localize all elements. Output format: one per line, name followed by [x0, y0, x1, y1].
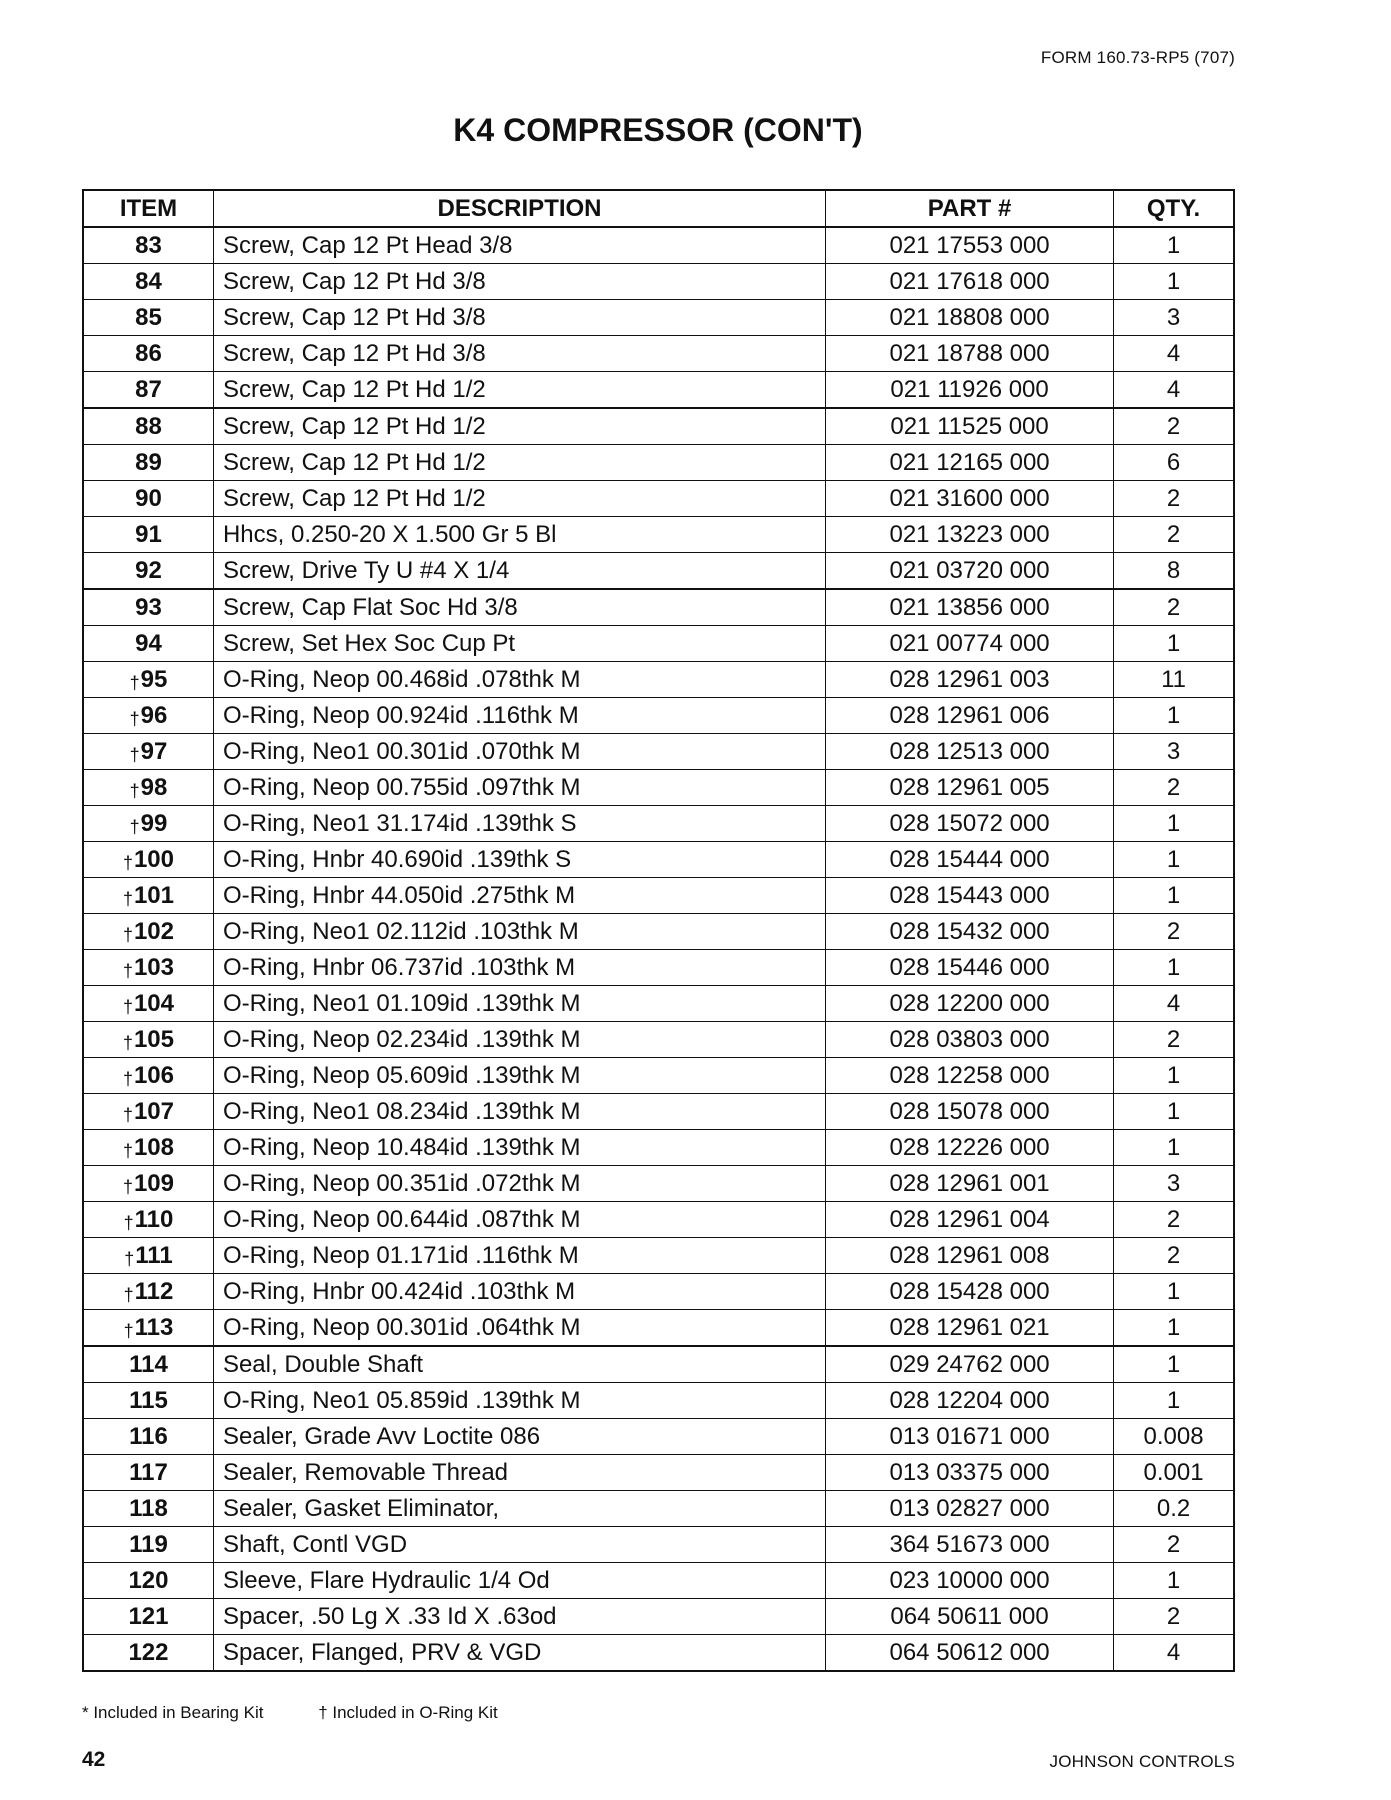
- part-number-cell: 021 00774 000: [826, 626, 1114, 662]
- item-cell: [83, 770, 213, 806]
- quantity-cell: 2: [1114, 481, 1234, 517]
- item-cell: [83, 517, 213, 553]
- item-cell: [83, 662, 213, 698]
- item-number: 117: [129, 1458, 168, 1486]
- part-number-cell: 028 12200 000: [826, 986, 1114, 1022]
- form-code: FORM 160.73-RP5 (707): [1040, 48, 1235, 67]
- item-cell: [83, 1202, 213, 1238]
- part-number-cell: 064 50612 000: [826, 1635, 1114, 1672]
- part-number-cell: 021 18788 000: [826, 336, 1114, 372]
- item-number: 115: [129, 1386, 168, 1414]
- description-cell: O-Ring, Neo1 01.109id .139thk M: [213, 986, 825, 1022]
- item-number: 87: [135, 375, 162, 403]
- page-title: K4 COMPRESSOR (CON'T): [453, 112, 863, 148]
- item-cell: [83, 1455, 213, 1491]
- part-number-cell: 028 12961 006: [826, 698, 1114, 734]
- description-cell: Screw, Cap 12 Pt Hd 3/8: [213, 264, 825, 300]
- part-number-cell: 013 03375 000: [826, 1455, 1114, 1491]
- item-number: 99: [140, 809, 168, 837]
- table-row: [83, 1310, 1234, 1347]
- company-name: JOHNSON CONTROLS: [1049, 1752, 1235, 1771]
- quantity-cell: 2: [1114, 517, 1234, 553]
- description-cell: Spacer, Flanged, PRV & VGD: [213, 1635, 825, 1672]
- oring-kit-marker: †: [129, 708, 140, 729]
- oring-kit-marker: †: [123, 1320, 134, 1341]
- table-row: [83, 300, 1234, 336]
- table-row: [83, 1274, 1234, 1310]
- item-cell: [83, 1022, 213, 1058]
- table-row: [83, 986, 1234, 1022]
- item-cell: [83, 1058, 213, 1094]
- part-number-cell: 021 13223 000: [826, 517, 1114, 553]
- item-number: 109: [133, 1169, 174, 1197]
- part-number-cell: 028 15446 000: [826, 950, 1114, 986]
- parts-table-header: [83, 190, 1234, 227]
- description-cell: Hhcs, 0.250-20 X 1.500 Gr 5 Bl: [213, 517, 825, 553]
- table-row: [83, 770, 1234, 806]
- description-cell: O-Ring, Hnbr 00.424id .103thk M: [213, 1274, 825, 1310]
- table-row: [83, 1130, 1234, 1166]
- item-number: 101: [133, 881, 174, 909]
- table-row: [83, 1094, 1234, 1130]
- description-cell: Screw, Cap Flat Soc Hd 3/8: [213, 589, 825, 626]
- item-cell: [83, 589, 213, 626]
- part-number-cell: 028 15078 000: [826, 1094, 1114, 1130]
- oring-kit-marker: †: [122, 1104, 133, 1125]
- oring-kit-marker: †: [129, 816, 140, 837]
- quantity-cell: 2: [1114, 1022, 1234, 1058]
- description-cell: Screw, Cap 12 Pt Hd 1/2: [213, 408, 825, 445]
- description-cell: Seal, Double Shaft: [213, 1346, 825, 1383]
- item-cell: [83, 445, 213, 481]
- part-number-cell: 021 03720 000: [826, 553, 1114, 590]
- quantity-cell: 1: [1114, 842, 1234, 878]
- quantity-cell: 1: [1114, 1094, 1234, 1130]
- part-number-cell: 021 13856 000: [826, 589, 1114, 626]
- item-cell: [83, 1527, 213, 1563]
- description-cell: O-Ring, Neop 00.301id .064thk M: [213, 1310, 825, 1347]
- oring-kit-marker: †: [129, 744, 140, 765]
- quantity-cell: 2: [1114, 1527, 1234, 1563]
- item-number: 92: [135, 556, 162, 584]
- part-number-cell: 021 11926 000: [826, 372, 1114, 409]
- quantity-cell: 11: [1114, 662, 1234, 698]
- item-number: 94: [135, 629, 162, 657]
- part-number-cell: 028 12961 004: [826, 1202, 1114, 1238]
- oring-kit-marker: †: [122, 996, 133, 1017]
- oring-kit-marker: †: [129, 672, 140, 693]
- table-row: [83, 372, 1234, 409]
- quantity-cell: 2: [1114, 408, 1234, 445]
- item-cell: [83, 698, 213, 734]
- oring-kit-marker: †: [122, 1176, 133, 1197]
- item-cell: [83, 806, 213, 842]
- item-cell: [83, 1346, 213, 1383]
- quantity-cell: 4: [1114, 1635, 1234, 1672]
- part-number-cell: 021 18808 000: [826, 300, 1114, 336]
- part-number-cell: 028 15428 000: [826, 1274, 1114, 1310]
- oring-kit-marker: †: [124, 1248, 135, 1269]
- item-number: 103: [133, 953, 174, 981]
- item-number: 105: [133, 1025, 174, 1053]
- part-number-cell: 028 15432 000: [826, 914, 1114, 950]
- item-cell: [83, 264, 213, 300]
- footnote-bearing-kit: * Included in Bearing Kit: [82, 1703, 264, 1722]
- table-row: [83, 408, 1234, 445]
- table-row: [83, 1635, 1234, 1672]
- part-number-cell: 021 17618 000: [826, 264, 1114, 300]
- part-number-cell: 028 03803 000: [826, 1022, 1114, 1058]
- description-cell: Shaft, Contl VGD: [213, 1527, 825, 1563]
- table-row: [83, 1491, 1234, 1527]
- parts-table-body: [83, 227, 1234, 1671]
- quantity-cell: 0.008: [1114, 1419, 1234, 1455]
- table-row: [83, 1455, 1234, 1491]
- item-cell: [83, 300, 213, 336]
- item-number: 89: [135, 448, 162, 476]
- description-cell: O-Ring, Neop 00.644id .087thk M: [213, 1202, 825, 1238]
- table-row: [83, 950, 1234, 986]
- description-cell: Screw, Cap 12 Pt Hd 1/2: [213, 445, 825, 481]
- part-number-cell: 064 50611 000: [826, 1599, 1114, 1635]
- part-number-cell: 028 12513 000: [826, 734, 1114, 770]
- description-cell: O-Ring, Hnbr 44.050id .275thk M: [213, 878, 825, 914]
- item-cell: [83, 1599, 213, 1635]
- item-cell: [83, 1635, 213, 1672]
- item-cell: [83, 914, 213, 950]
- part-number-cell: 028 15444 000: [826, 842, 1114, 878]
- description-cell: Sealer, Grade Avv Loctite 086: [213, 1419, 825, 1455]
- table-row: [83, 1599, 1234, 1635]
- table-row: [83, 698, 1234, 734]
- item-number: 108: [133, 1133, 174, 1161]
- description-cell: Sleeve, Flare Hydraulic 1/4 Od: [213, 1563, 825, 1599]
- item-number: 107: [133, 1097, 174, 1125]
- item-number: 100: [133, 845, 174, 873]
- table-row: [83, 1238, 1234, 1274]
- part-number-cell: 021 11525 000: [826, 408, 1114, 445]
- description-cell: O-Ring, Neop 02.234id .139thk M: [213, 1022, 825, 1058]
- quantity-cell: 4: [1114, 986, 1234, 1022]
- item-cell: [83, 950, 213, 986]
- description-cell: Screw, Set Hex Soc Cup Pt: [213, 626, 825, 662]
- part-number-cell: 013 01671 000: [826, 1419, 1114, 1455]
- quantity-cell: 1: [1114, 1130, 1234, 1166]
- quantity-cell: 0.2: [1114, 1491, 1234, 1527]
- part-number-cell: 013 02827 000: [826, 1491, 1114, 1527]
- item-number: 116: [129, 1422, 168, 1450]
- description-cell: Spacer, .50 Lg X .33 Id X .63od: [213, 1599, 825, 1635]
- description-cell: O-Ring, Neop 01.171id .116thk M: [213, 1238, 825, 1274]
- quantity-cell: 4: [1114, 372, 1234, 409]
- item-number: 96: [140, 701, 168, 729]
- item-cell: [83, 372, 213, 409]
- item-number: 84: [135, 267, 162, 295]
- item-cell: [83, 1383, 213, 1419]
- quantity-cell: 1: [1114, 878, 1234, 914]
- item-cell: [83, 1238, 213, 1274]
- table-row: [83, 806, 1234, 842]
- item-number: 90: [135, 484, 162, 512]
- table-row: [83, 336, 1234, 372]
- quantity-cell: 3: [1114, 734, 1234, 770]
- quantity-cell: 1: [1114, 1058, 1234, 1094]
- part-number-cell: 028 12961 021: [826, 1310, 1114, 1347]
- table-row: [83, 1202, 1234, 1238]
- item-number: 91: [135, 520, 162, 548]
- parts-table: [82, 189, 1235, 1672]
- table-row: [83, 1022, 1234, 1058]
- table-row: [83, 1527, 1234, 1563]
- description-cell: O-Ring, Neo1 05.859id .139thk M: [213, 1383, 825, 1419]
- table-row: [83, 734, 1234, 770]
- oring-kit-marker: †: [122, 888, 133, 909]
- item-cell: [83, 878, 213, 914]
- quantity-cell: 1: [1114, 1563, 1234, 1599]
- table-row: [83, 1383, 1234, 1419]
- description-cell: Screw, Cap 12 Pt Hd 3/8: [213, 336, 825, 372]
- item-number: 83: [135, 231, 162, 259]
- page-number: 42: [82, 1748, 106, 1771]
- quantity-cell: 1: [1114, 1346, 1234, 1383]
- quantity-cell: 4: [1114, 336, 1234, 372]
- description-cell: O-Ring, Neo1 02.112id .103thk M: [213, 914, 825, 950]
- description-cell: O-Ring, Hnbr 06.737id .103thk M: [213, 950, 825, 986]
- item-number: 122: [128, 1638, 169, 1666]
- table-row: [83, 517, 1234, 553]
- quantity-cell: 8: [1114, 553, 1234, 590]
- item-cell: [83, 227, 213, 264]
- table-row: [83, 227, 1234, 264]
- description-cell: O-Ring, Neop 10.484id .139thk M: [213, 1130, 825, 1166]
- item-number: 104: [133, 989, 174, 1017]
- part-number-cell: 364 51673 000: [826, 1527, 1114, 1563]
- table-row: [83, 1419, 1234, 1455]
- oring-kit-marker: †: [122, 852, 133, 873]
- column-header-item: ITEM: [83, 190, 213, 227]
- description-cell: Screw, Cap 12 Pt Hd 1/2: [213, 372, 825, 409]
- table-row: [83, 842, 1234, 878]
- part-number-cell: 028 15072 000: [826, 806, 1114, 842]
- part-number-cell: 028 12961 005: [826, 770, 1114, 806]
- quantity-cell: 1: [1114, 950, 1234, 986]
- item-cell: [83, 1130, 213, 1166]
- item-number: 95: [140, 665, 168, 693]
- table-row: [83, 264, 1234, 300]
- quantity-cell: 1: [1114, 806, 1234, 842]
- header-row: [83, 190, 1234, 227]
- item-number: 120: [128, 1566, 169, 1594]
- description-cell: O-Ring, Neop 05.609id .139thk M: [213, 1058, 825, 1094]
- part-number-cell: 021 17553 000: [826, 227, 1114, 264]
- item-number: 98: [140, 773, 168, 801]
- quantity-cell: 1: [1114, 1274, 1234, 1310]
- oring-kit-marker: †: [122, 1068, 133, 1089]
- item-cell: [83, 734, 213, 770]
- table-row: [83, 1346, 1234, 1383]
- item-cell: [83, 408, 213, 445]
- quantity-cell: 0.001: [1114, 1455, 1234, 1491]
- oring-kit-marker: †: [123, 1212, 134, 1233]
- item-cell: [83, 842, 213, 878]
- part-number-cell: 028 12258 000: [826, 1058, 1114, 1094]
- part-number-cell: 028 12204 000: [826, 1383, 1114, 1419]
- quantity-cell: 1: [1114, 698, 1234, 734]
- oring-kit-marker: †: [122, 960, 133, 981]
- oring-kit-marker: †: [122, 1032, 133, 1053]
- item-cell: [83, 1094, 213, 1130]
- part-number-cell: 028 15443 000: [826, 878, 1114, 914]
- table-row: [83, 553, 1234, 590]
- part-number-cell: 021 31600 000: [826, 481, 1114, 517]
- description-cell: Sealer, Gasket Eliminator,: [213, 1491, 825, 1527]
- item-cell: [83, 1563, 213, 1599]
- part-number-cell: 028 12961 001: [826, 1166, 1114, 1202]
- description-cell: O-Ring, Neo1 00.301id .070thk M: [213, 734, 825, 770]
- quantity-cell: 2: [1114, 770, 1234, 806]
- table-row: [83, 589, 1234, 626]
- description-cell: O-Ring, Neo1 31.174id .139thk S: [213, 806, 825, 842]
- description-cell: Screw, Cap 12 Pt Head 3/8: [213, 227, 825, 264]
- item-cell: [83, 986, 213, 1022]
- quantity-cell: 1: [1114, 264, 1234, 300]
- item-number: 112: [134, 1277, 174, 1305]
- footnote-oring-kit: † Included in O-Ring Kit: [318, 1703, 498, 1722]
- table-row: [83, 626, 1234, 662]
- item-cell: [83, 553, 213, 590]
- description-cell: O-Ring, Neop 00.351id .072thk M: [213, 1166, 825, 1202]
- description-cell: O-Ring, Neop 00.468id .078thk M: [213, 662, 825, 698]
- item-cell: [83, 481, 213, 517]
- item-number: 85: [135, 303, 162, 331]
- item-number: 111: [135, 1241, 173, 1269]
- table-row: [83, 662, 1234, 698]
- item-number: 113: [134, 1313, 174, 1341]
- quantity-cell: 1: [1114, 227, 1234, 264]
- quantity-cell: 3: [1114, 1166, 1234, 1202]
- table-row: [83, 878, 1234, 914]
- part-number-cell: 028 12961 008: [826, 1238, 1114, 1274]
- item-number: 97: [140, 737, 168, 765]
- description-cell: Sealer, Removable Thread: [213, 1455, 825, 1491]
- description-cell: O-Ring, Neop 00.755id .097thk M: [213, 770, 825, 806]
- quantity-cell: 2: [1114, 1202, 1234, 1238]
- column-header-part: PART #: [826, 190, 1114, 227]
- item-number: 88: [135, 412, 162, 440]
- quantity-cell: 2: [1114, 589, 1234, 626]
- part-number-cell: 023 10000 000: [826, 1563, 1114, 1599]
- quantity-cell: 2: [1114, 1238, 1234, 1274]
- part-number-cell: 021 12165 000: [826, 445, 1114, 481]
- description-cell: O-Ring, Neo1 08.234id .139thk M: [213, 1094, 825, 1130]
- item-number: 114: [129, 1350, 168, 1378]
- item-number: 93: [135, 593, 162, 621]
- footnotes: [82, 1703, 498, 1723]
- quantity-cell: 6: [1114, 445, 1234, 481]
- description-cell: Screw, Drive Ty U #4 X 1/4: [213, 553, 825, 590]
- description-cell: Screw, Cap 12 Pt Hd 1/2: [213, 481, 825, 517]
- item-cell: [83, 626, 213, 662]
- quantity-cell: 1: [1114, 626, 1234, 662]
- item-cell: [83, 1310, 213, 1347]
- item-cell: [83, 1419, 213, 1455]
- table-row: [83, 1058, 1234, 1094]
- oring-kit-marker: †: [129, 780, 140, 801]
- part-number-cell: 029 24762 000: [826, 1346, 1114, 1383]
- item-cell: [83, 1166, 213, 1202]
- item-number: 106: [133, 1061, 174, 1089]
- item-number: 110: [134, 1205, 174, 1233]
- table-row: [83, 1563, 1234, 1599]
- quantity-cell: 1: [1114, 1383, 1234, 1419]
- table-row: [83, 445, 1234, 481]
- quantity-cell: 1: [1114, 1310, 1234, 1347]
- oring-kit-marker: †: [122, 1140, 133, 1161]
- item-cell: [83, 1274, 213, 1310]
- table-row: [83, 1166, 1234, 1202]
- item-number: 119: [129, 1530, 168, 1558]
- item-number: 121: [128, 1602, 169, 1630]
- column-header-description: DESCRIPTION: [213, 190, 825, 227]
- item-cell: [83, 1491, 213, 1527]
- oring-kit-marker: †: [122, 924, 133, 945]
- quantity-cell: 2: [1114, 1599, 1234, 1635]
- column-header-qty: QTY.: [1114, 190, 1234, 227]
- part-number-cell: 028 12226 000: [826, 1130, 1114, 1166]
- table-row: [83, 481, 1234, 517]
- description-cell: O-Ring, Neop 00.924id .116thk M: [213, 698, 825, 734]
- item-number: 118: [129, 1494, 168, 1522]
- oring-kit-marker: †: [123, 1284, 134, 1305]
- part-number-cell: 028 12961 003: [826, 662, 1114, 698]
- table-row: [83, 914, 1234, 950]
- item-cell: [83, 336, 213, 372]
- item-number: 102: [133, 917, 174, 945]
- quantity-cell: 2: [1114, 914, 1234, 950]
- description-cell: O-Ring, Hnbr 40.690id .139thk S: [213, 842, 825, 878]
- item-number: 86: [135, 339, 162, 367]
- quantity-cell: 3: [1114, 300, 1234, 336]
- description-cell: Screw, Cap 12 Pt Hd 3/8: [213, 300, 825, 336]
